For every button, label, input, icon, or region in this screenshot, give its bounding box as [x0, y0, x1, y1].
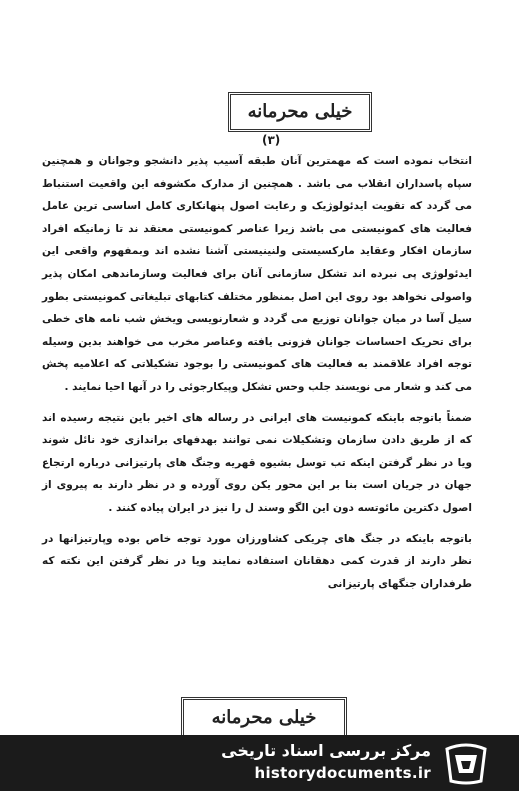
paragraph-1: انتخاب نموده است که مهمترین آنان طبقه آسیب پذیر دانشجو وجوانان و همچنین سپاه پاسداران انقلاب می باشد . همچنین از مدارک مکشوفه این واقعیت استنباط می گردد که تقویت ایدئولوژیک و رعایت اصول پنهانکاری کامل اساسی ترین عامل فعالیت های کمونیستی می باشد زیرا عناصر کمونیستی معتقد ند تا زمانیکه افراد سازمان افکار وعقاید مارکسیستی ولنینیستی آشنا نشده اند وبمفهوم واقعی این ایدئولوژی پی نبرده اند تشکل سازمانی آنان برای فعالیت وسازماندهی امکان پذیر واصولی نخواهد بود روی این اصل بمنظور مختلف کتابهای تبلیغاتی کمونیستی بطور سیل آسا در میان جوانان توزیع می گردد و شعارنویسی ویخش شب نامه های خطی برای تحریک احساسات جوانان فزونی یافته وعناصر مخرب می خواهند بدین وسیله توجه افراد علاقمند به فعالیت های کمونیستی را بوجود تشکیلاتی که اعلامیه پخش می کند و شعار می نویسند جلب وحس تشکل وپیکارجوئی را در آنها احیا نمایند . — [42, 155, 472, 393]
document-body — [42, 150, 472, 595]
classification-stamp-text: خیلی محرمانه — [247, 101, 353, 122]
watermark-url: historydocuments.ir — [254, 764, 431, 782]
watermark-footer — [0, 735, 519, 791]
classification-stamp-top — [228, 92, 372, 132]
page-number: (۳) — [262, 133, 281, 147]
paragraph-3: باتوجه باینکه در جنگ های چریکی کشاورزان مورد توجه خاص بوده وپارتیزانها در نظر دارند از قدرت کمی دهقانان استفاده نمایند ویا در نظر گرفتن این نکته که طرفداران جنگهای پارتیزانی — [42, 532, 472, 590]
classification-stamp-bottom — [181, 697, 347, 739]
watermark-title: مرکز بررسی اسناد تاریخی — [221, 741, 431, 760]
archive-logo-icon — [443, 741, 489, 785]
classification-stamp-text: خیلی محرمانه — [211, 707, 317, 728]
paragraph-2: ضمناً باتوجه باینکه کمونیست های ایرانی در رساله های اخیر باین نتیجه رسیده اند که از طریق دادن سازمان وتشکیلات نمی توانند بهدفهای براندازی خود نائل شوند ویا در نظر گرفتن اینکه تب توسل بشیوه قهریه وجنگ های پارتیزانی درباره ارتجاع جهان در جریان است بنا بر این محور یکن روی آورده و در نظر دارند به پیروی از اصول دکترین مائوتسه دون این الگو وسند ل را نیز در ایران پیاده کنند . — [42, 411, 472, 514]
